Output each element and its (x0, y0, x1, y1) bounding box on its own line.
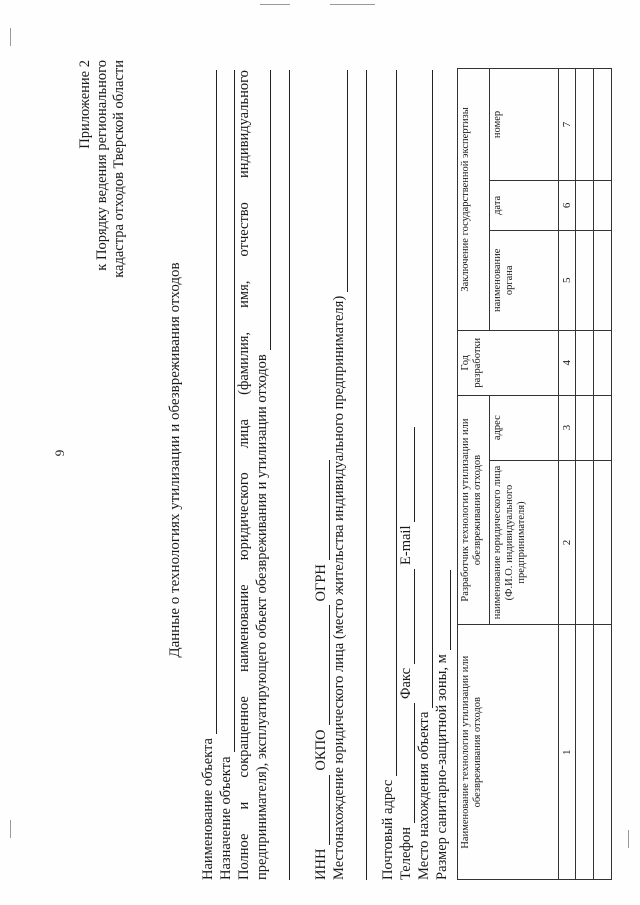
fax-field[interactable] (401, 569, 415, 664)
table-cell[interactable] (594, 230, 612, 330)
header-number: номер (490, 69, 559, 181)
site-label: Место нахождения объекта (416, 711, 432, 880)
table-row (594, 69, 612, 880)
site-row (415, 70, 433, 880)
table-row (576, 69, 594, 880)
full-name-word: (фамилия, (236, 331, 252, 395)
okpo-label: ОКПО (313, 729, 329, 771)
postal-field[interactable] (383, 70, 397, 776)
full-name-word: индивидуального (236, 70, 252, 179)
full-name-word: наименование (236, 584, 252, 673)
object-purpose-row (217, 70, 235, 880)
email-label: E-mail (398, 525, 414, 565)
table-cell[interactable] (576, 330, 594, 395)
header-organ-name: наименование органа (490, 230, 559, 330)
table-cell[interactable] (576, 460, 594, 625)
table-cell[interactable] (576, 395, 594, 460)
column-number: 2 (559, 460, 576, 625)
phone-field[interactable] (401, 703, 415, 823)
object-purpose-field[interactable] (221, 70, 235, 752)
zone-field[interactable] (437, 570, 451, 650)
appendix-header (77, 60, 128, 390)
object-name-label: Наименование объекта (200, 738, 216, 880)
scan-edge-mark (10, 820, 11, 838)
full-name-word: и (236, 801, 252, 810)
form-section (199, 70, 451, 880)
table-cell[interactable] (576, 180, 594, 230)
object-purpose-label: Назначение объекта (218, 756, 234, 880)
appendix-line: Приложение 2 (77, 60, 93, 149)
document-title: Данные о технологиях утилизации и обезвреживания отходов (167, 262, 183, 658)
appendix-line: к Порядку ведения регионального (94, 60, 110, 271)
full-name-word: отчество (236, 202, 252, 257)
column-number: 1 (559, 625, 576, 880)
column-numbers-row (559, 69, 576, 880)
appendix-line: кадастра отходов Тверской области (111, 60, 127, 278)
location-label: Местонахождение юридического лица (место жительства индивидуального предпринимателя) (331, 295, 347, 880)
object-name-row (199, 70, 217, 880)
location-field[interactable] (334, 70, 348, 292)
header-developer: Разработчик технологии утилизации или обезвреживания отходов (458, 395, 490, 625)
table-cell[interactable] (594, 395, 612, 460)
full-name-label-2: предпринимателя), эксплуатирующего объект обезвреживания и утилизации отходов (254, 354, 270, 880)
location-row (330, 70, 348, 880)
full-name-word: имя, (236, 280, 252, 308)
column-number: 6 (559, 180, 576, 230)
column-number: 4 (559, 330, 576, 395)
zone-label: Размер санитарно-защитной зоны, м (434, 654, 450, 880)
postal-label: Почтовый адрес (380, 779, 396, 880)
phone-label: Телефон (398, 827, 414, 880)
inn-label: ИНН (313, 848, 329, 880)
scan-edge-mark (10, 28, 11, 46)
header-year: Год разработки (458, 330, 559, 395)
ogrn-label: ОГРН (313, 564, 329, 602)
rotated-page (77, 60, 577, 880)
table-header-row (458, 69, 490, 880)
site-field[interactable] (419, 70, 433, 708)
contacts-row (397, 70, 415, 880)
object-name-field[interactable] (203, 70, 217, 734)
full-name-row (235, 70, 253, 880)
full-name-field[interactable] (257, 70, 271, 350)
table-cell[interactable] (594, 330, 612, 395)
okpo-field[interactable] (316, 605, 330, 725)
header-expertise: Заключение государственной экспертизы (458, 69, 490, 331)
scan-edge-mark (260, 4, 290, 5)
postal-row (379, 70, 397, 880)
table-cell[interactable] (576, 69, 594, 181)
header-date: дата (490, 180, 559, 230)
header-tech-name: Наименование технологии утилизации или обезвреживания отходов (458, 625, 559, 880)
table-cell[interactable] (576, 230, 594, 330)
column-number: 3 (559, 395, 576, 460)
email-field[interactable] (401, 427, 415, 522)
full-name-word: сокращенное (236, 696, 252, 778)
header-developer-address: адрес (490, 395, 559, 460)
inn-okpo-ogrn-row (312, 70, 330, 880)
inn-field[interactable] (316, 775, 330, 845)
full-name-row-2 (253, 70, 271, 880)
page-number: 9 (52, 449, 67, 457)
column-number: 7 (559, 69, 576, 181)
table-cell[interactable] (594, 180, 612, 230)
technologies-table (457, 68, 612, 880)
column-number: 5 (559, 230, 576, 330)
blank-line[interactable] (271, 70, 290, 880)
zone-row (433, 70, 451, 880)
table-cell[interactable] (594, 69, 612, 181)
full-name-word: Полное (236, 833, 252, 880)
header-developer-name: наименование юридического лица (Ф.И.О. индивидуального предпринимателя) (490, 460, 559, 625)
ogrn-field[interactable] (316, 460, 330, 560)
table-cell[interactable] (594, 460, 612, 625)
scan-edge-mark (628, 830, 629, 848)
table-cell[interactable] (576, 625, 594, 880)
full-name-word: юридического (236, 472, 252, 561)
full-name-word: лица (236, 419, 252, 449)
blank-line[interactable] (348, 70, 367, 880)
table-cell[interactable] (594, 625, 612, 880)
fax-label: Факс (398, 667, 414, 699)
scan-edge-mark (330, 4, 375, 5)
